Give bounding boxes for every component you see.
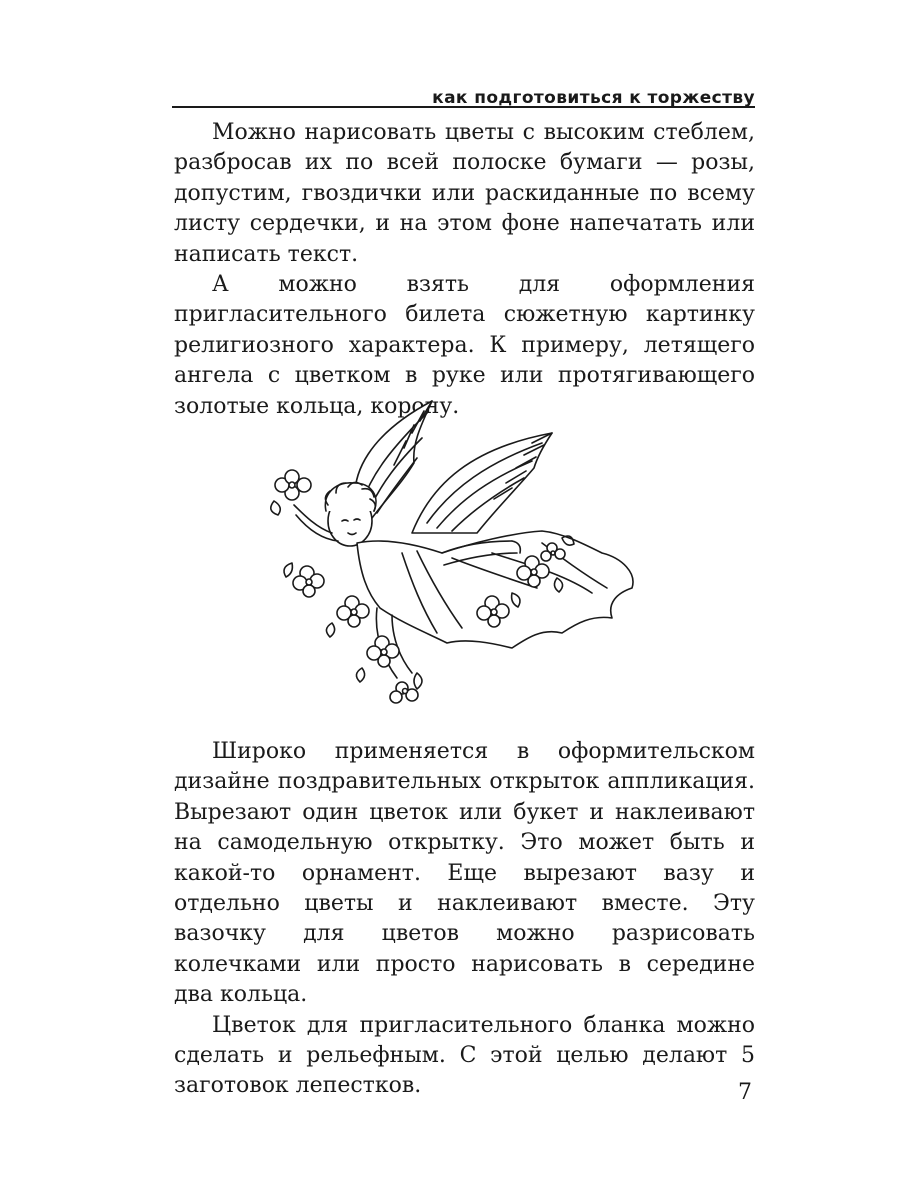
- paragraph: А можно взять для оформления пригласительного билета сюжетную картинку религиозного характера. К примеру, летящего ангела с цветком в руке или протягивающего золотые кольца, корону.: [174, 272, 755, 419]
- paragraph: Цветок для пригласительного бланка можно сделать и рельефным. С этой целью делают 5 заготовок лепестков.: [174, 1012, 755, 1099]
- flying-angel-with-flowers-icon: [262, 393, 662, 713]
- running-head: как подготовиться к торжеству: [432, 88, 755, 108]
- body-text-top: [174, 118, 755, 422]
- angel-illustration: [262, 393, 662, 713]
- paragraph: Можно нарисовать цветы с высоким стеблем, разбросав их по всей полоске бумаги — розы, допустим, гвоздички или раскиданные по всему листу сердечки, и на этом фоне напечатать или написать текст.: [174, 120, 755, 267]
- paragraph: Широко применяется в оформительском дизайне поздравительных открыток аппликация. Вырезают один цветок или букет и наклеивают на самодельную открытку. Это может быть и какой-то орнамент. Еще вырезают вазу и отдельно цветы и наклеивают вместе. Эту вазочку для цветов можно разрисовать колечками или просто нарисовать в середине два кольца.: [174, 739, 755, 1008]
- page-number: 7: [738, 1080, 752, 1105]
- body-text-bottom: [174, 737, 755, 1102]
- header-rule: [172, 106, 755, 108]
